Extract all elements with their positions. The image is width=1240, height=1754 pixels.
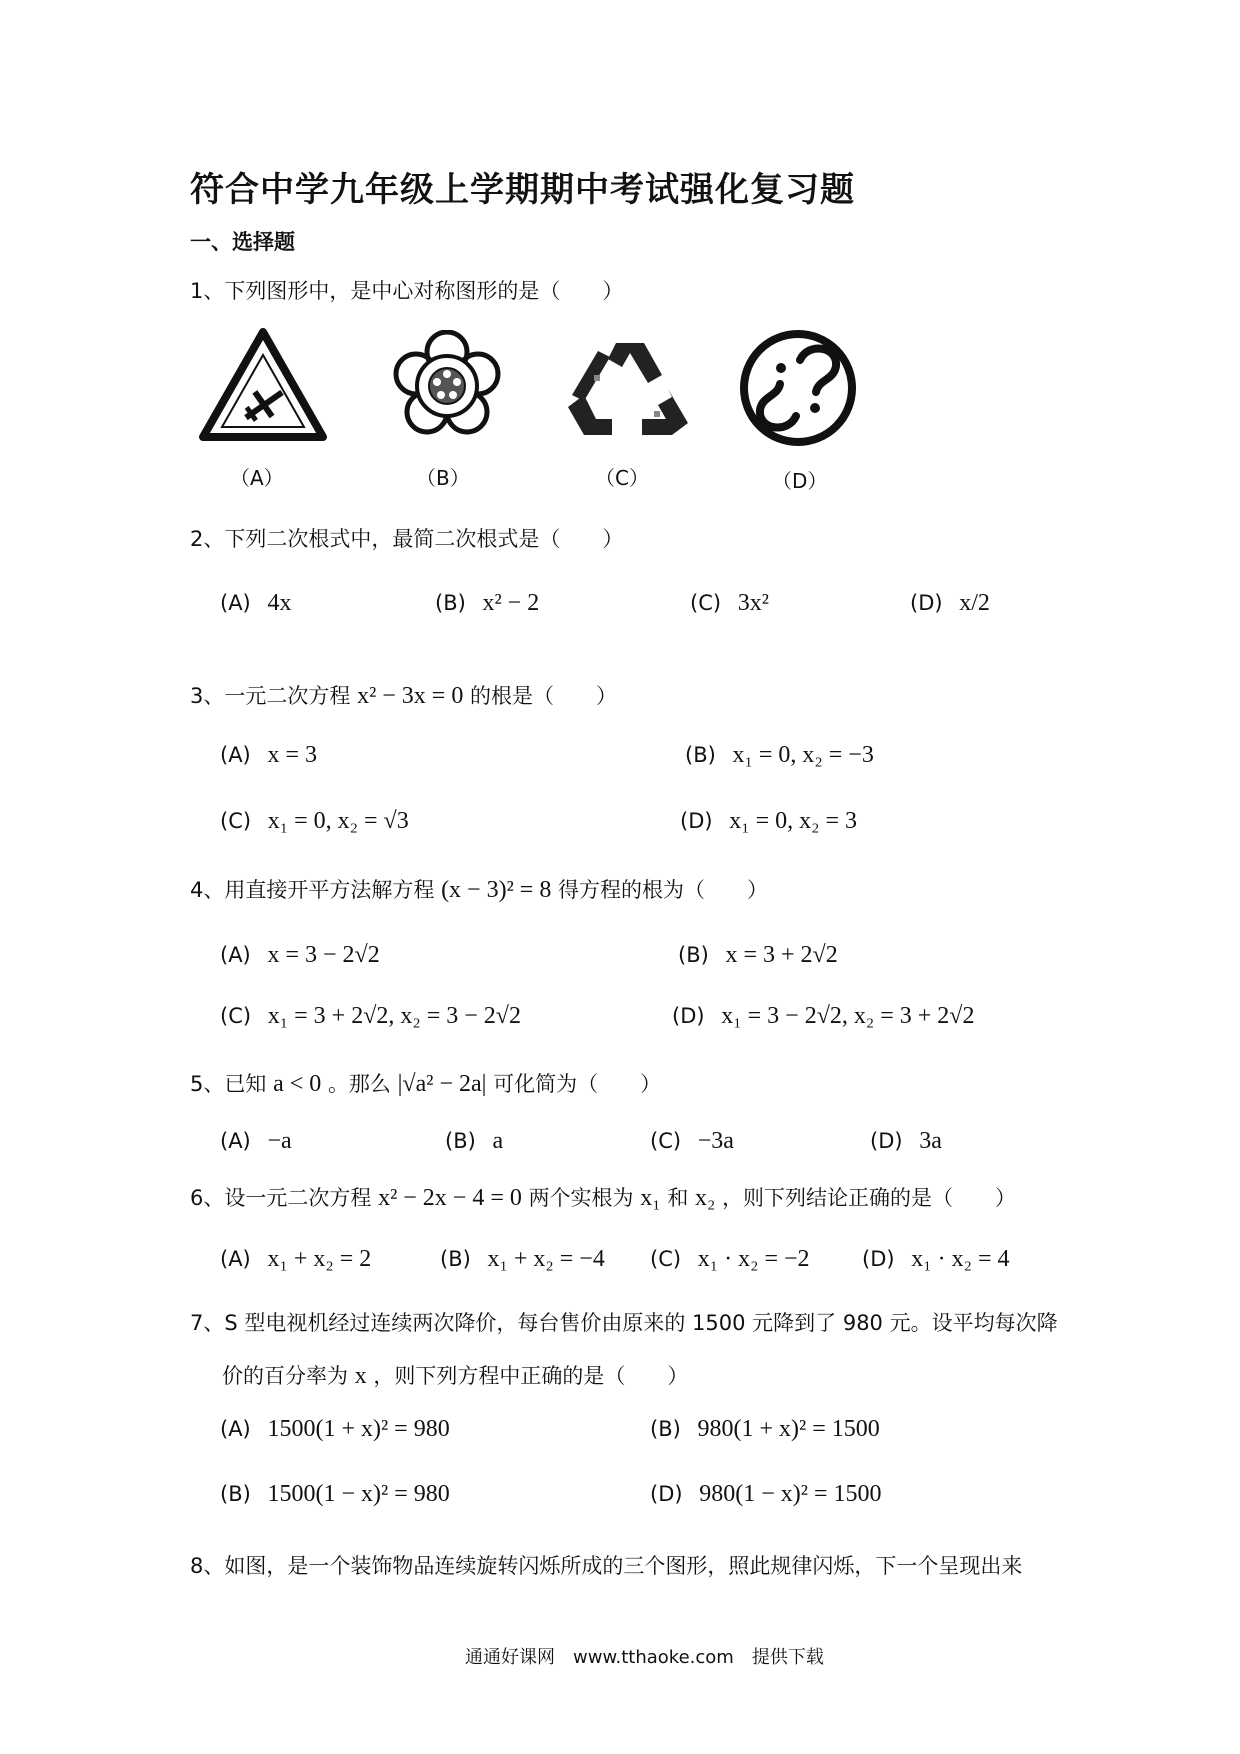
option-label: (C) [220, 809, 252, 833]
q4-option-d-value: x₁ = 3 − 2√2, x₂ = 3 + 2√2 [721, 1003, 975, 1029]
q4-prefix: 4、用直接开平方法解方程 [190, 878, 435, 902]
q7-option-d-value: 980(1 − x)² = 1500 [699, 1481, 882, 1507]
q6-option-a [220, 1246, 371, 1273]
figure-b-flower [392, 330, 502, 440]
q4-option-d [672, 1003, 974, 1030]
question-5 [190, 1068, 661, 1098]
figure-d-label: （D） [772, 469, 828, 493]
q3-prefix: 3、一元二次方程 [190, 684, 351, 708]
option-label: (D) [910, 591, 943, 615]
q2-option-d-value: x/2 [959, 590, 990, 616]
q3-option-c-value: x₁ = 0, x₂ = √3 [267, 808, 409, 834]
q5-option-b [445, 1128, 503, 1155]
q6-root-2: x₂ [695, 1185, 716, 1211]
option-label: (B) [678, 943, 709, 967]
question-3 [190, 680, 617, 710]
q2-option-b [435, 590, 539, 617]
option-label: (A) [220, 1129, 251, 1153]
q6-option-d [862, 1246, 1010, 1273]
q5-option-d [870, 1128, 942, 1155]
q3-option-b-value: x₁ = 0, x₂ = −3 [732, 742, 874, 768]
figure-a-warning-triangle [198, 327, 328, 442]
q3-suffix: 的根是（ ） [470, 684, 618, 708]
q7-line2-prefix: 价的百分率为 [222, 1364, 348, 1388]
q5-option-a [220, 1128, 292, 1155]
q7-option-c [220, 1481, 450, 1508]
q6-option-c-value: x₁ · x₂ = −2 [697, 1246, 810, 1272]
option-label: (D) [680, 809, 713, 833]
option-label: (B) [435, 591, 466, 615]
q6-option-a-value: x₁ + x₂ = 2 [267, 1246, 372, 1272]
q3-equation: x² − 3x = 0 [357, 683, 464, 709]
q5-expression: |√a² − 2a| [397, 1071, 487, 1097]
option-label: (C) [220, 1004, 252, 1028]
option-label: (A) [220, 943, 251, 967]
question-1: 1、下列图形中，是中心对称图形的是（ ） [190, 279, 624, 303]
q3-option-b [685, 742, 874, 769]
q4-option-c [220, 1003, 521, 1030]
q4-option-c-value: x₁ = 3 + 2√2, x₂ = 3 − 2√2 [267, 1003, 521, 1029]
page-footer: 通通好课网 www.tthaoke.com 提供下载 [465, 1647, 824, 1668]
q5-option-d-value: 3a [919, 1128, 942, 1154]
option-label: (C) [650, 1129, 682, 1153]
q2-option-d [910, 590, 990, 617]
question-4 [190, 874, 768, 904]
q5-option-b-value: a [492, 1128, 504, 1154]
figure-a-label: （A） [230, 466, 284, 490]
q6-option-b-value: x₁ + x₂ = −4 [487, 1246, 605, 1272]
q4-option-a [220, 942, 380, 969]
q2-option-a [220, 590, 291, 617]
section-heading: 一、选择题 [190, 230, 295, 254]
question-7-line-2 [222, 1360, 688, 1390]
q7-option-c-value: 1500(1 − x)² = 980 [267, 1481, 450, 1507]
q7-option-a [220, 1416, 450, 1443]
q6-prefix: 6、设一元二次方程 [190, 1186, 372, 1210]
option-label: (D) [870, 1129, 903, 1153]
q4-option-b [678, 942, 838, 969]
q4-equation: (x − 3)² = 8 [441, 877, 552, 903]
option-label: (B) [440, 1247, 471, 1271]
q4-option-a-value: x = 3 − 2√2 [267, 942, 380, 968]
option-label: (D) [672, 1004, 705, 1028]
q2-option-b-value: x² − 2 [482, 590, 540, 616]
option-label: (D) [650, 1482, 683, 1506]
q3-option-c [220, 808, 409, 835]
q7-option-d [650, 1481, 882, 1508]
option-label: (C) [690, 591, 722, 615]
q7-line2-suffix: ，则下列方程中正确的是（ ） [373, 1364, 689, 1388]
q6-root-1: x₁ [640, 1185, 661, 1211]
question-8: 8、如图，是一个装饰物品连续旋转闪烁所成的三个图形，照此规律闪烁，下一个呈现出来 [190, 1554, 1023, 1578]
q4-option-b-value: x = 3 + 2√2 [725, 942, 838, 968]
q7-option-a-value: 1500(1 + x)² = 980 [267, 1416, 450, 1442]
q7-variable: x [354, 1363, 367, 1389]
q3-option-a-value: x = 3 [267, 742, 317, 768]
q3-option-a [220, 742, 317, 769]
q5-suffix: 可化简为（ ） [493, 1072, 662, 1096]
q4-suffix: 得方程的根为（ ） [558, 878, 768, 902]
option-label: (A) [220, 591, 251, 615]
q6-option-c [650, 1246, 810, 1273]
q2-option-c [690, 590, 769, 617]
option-label: (B) [220, 1482, 251, 1506]
q5-option-a-value: −a [267, 1128, 292, 1154]
option-label: (B) [445, 1129, 476, 1153]
q6-and: 和 [667, 1186, 689, 1210]
q5-condition: a < 0 [273, 1071, 322, 1097]
figure-c-recycle-symbol [564, 335, 694, 440]
option-label: (A) [220, 1417, 251, 1441]
question-7-line-1: 7、S 型电视机经过连续两次降价，每台售价由原来的 1500 元降到了 980 元。设平均每次降 [190, 1311, 1058, 1335]
option-label: (B) [685, 743, 716, 767]
option-label: (A) [220, 1247, 251, 1271]
q7-option-b-value: 980(1 + x)² = 1500 [697, 1416, 880, 1442]
q6-option-b [440, 1246, 605, 1273]
q2-option-c-value: 3x² [737, 590, 769, 616]
question-2: 2、下列二次根式中，最简二次根式是（ ） [190, 527, 624, 551]
q6-mid: 两个实根为 [528, 1186, 634, 1210]
option-label: (D) [862, 1247, 895, 1271]
figure-d-question-circle [738, 328, 858, 448]
q6-option-d-value: x₁ · x₂ = 4 [911, 1246, 1010, 1272]
q2-option-a-value: 4x [267, 590, 292, 616]
option-label: (C) [650, 1247, 682, 1271]
q6-equation: x² − 2x − 4 = 0 [378, 1185, 522, 1211]
q5-option-c-value: −3a [697, 1128, 734, 1154]
q5-mid: 。那么 [327, 1072, 391, 1096]
question-6 [190, 1182, 1016, 1212]
q3-option-d-value: x₁ = 0, x₂ = 3 [729, 808, 858, 834]
option-label: (A) [220, 743, 251, 767]
page-title: 符合中学九年级上学期期中考试强化复习题 [190, 170, 855, 210]
q5-prefix: 5、已知 [190, 1072, 267, 1096]
q3-option-d [680, 808, 857, 835]
figure-b-label: （B） [416, 466, 470, 490]
q7-option-b [650, 1416, 880, 1443]
option-label: (B) [650, 1417, 681, 1441]
q5-option-c [650, 1128, 734, 1155]
q6-suffix: ，则下列结论正确的是（ ） [722, 1186, 1017, 1210]
figure-c-label: （C） [595, 466, 649, 490]
